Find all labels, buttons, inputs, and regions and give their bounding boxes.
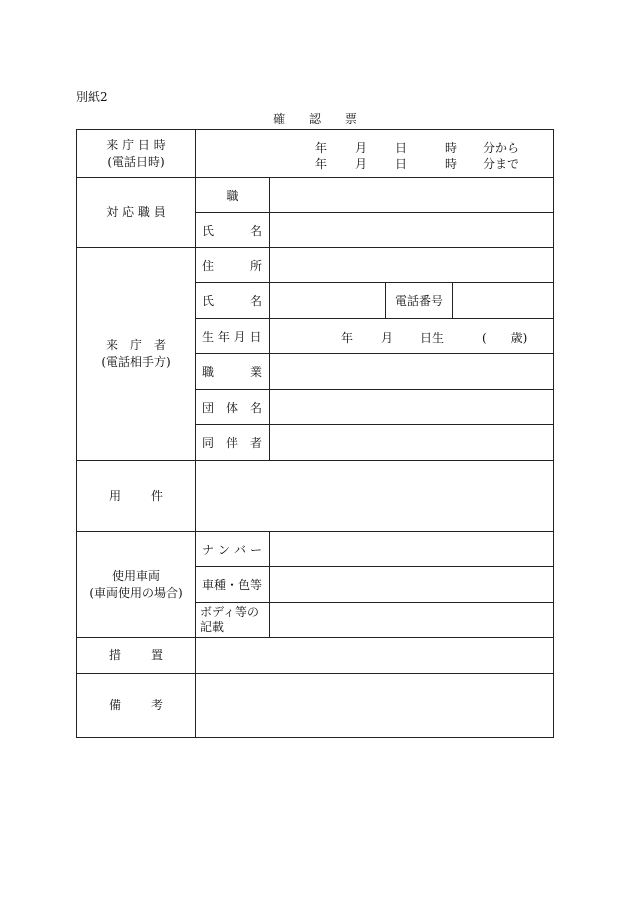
visitor-phone-label: 電話番号 — [386, 283, 453, 319]
confirmation-form-table — [76, 129, 554, 738]
visit-end-minute: 分まで — [483, 157, 520, 171]
vehicle-type-field[interactable] — [270, 567, 554, 603]
staff-position-field[interactable] — [270, 178, 554, 213]
visit-start-month: 月 — [355, 141, 368, 155]
visitor-address-label: 住 所 — [196, 248, 270, 283]
staff-label: 対 応 職 員 — [77, 178, 196, 248]
visitor-name-field[interactable] — [270, 283, 386, 319]
visit-start-row — [196, 139, 553, 153]
staff-position-label: 職 — [196, 178, 270, 213]
visit-start-hour: 時 — [445, 141, 458, 155]
visit-end-year: 年 — [315, 157, 328, 171]
visitor-occupation-label: 職 業 — [196, 354, 270, 390]
remarks-field[interactable] — [196, 674, 554, 738]
remarks-label: 備 考 — [77, 674, 196, 738]
visitor-birth-field[interactable] — [270, 319, 554, 354]
visitor-address-row — [77, 248, 554, 283]
purpose-field[interactable] — [196, 461, 554, 532]
visitor-companion-field[interactable] — [270, 425, 554, 461]
visitor-organization-field[interactable] — [270, 390, 554, 425]
measures-label: 措 置 — [77, 638, 196, 674]
appendix-label: 別紙2 — [76, 90, 108, 104]
measures-row — [77, 638, 554, 674]
visitor-label-line2: (電話相手方) — [101, 355, 171, 369]
visit-end-hour: 時 — [445, 157, 458, 171]
remarks-row — [77, 674, 554, 738]
visit-datetime-row — [77, 130, 554, 178]
staff-name-field[interactable] — [270, 213, 554, 248]
vehicle-label — [77, 532, 196, 638]
visit-start-day: 日 — [395, 141, 408, 155]
visit-start-year: 年 — [315, 141, 328, 155]
vehicle-type-label: 車種・色等 — [196, 567, 270, 603]
title-char: 票 — [344, 112, 357, 126]
visitor-name-label: 氏 名 — [196, 283, 270, 319]
visitor-birth-label: 生 年 月 日 — [196, 319, 270, 354]
visit-datetime-field[interactable] — [196, 130, 554, 178]
visitor-label — [77, 248, 196, 461]
vehicle-body-field[interactable] — [270, 603, 554, 638]
visit-datetime-label-line2: (電話日時) — [107, 154, 165, 169]
visitor-label-line1: 来 庁 者 — [105, 338, 166, 352]
visit-datetime-label — [77, 130, 196, 178]
visitor-phone-field[interactable] — [453, 283, 554, 319]
vehicle-label-line2: (車両使用の場合) — [89, 585, 183, 600]
visitor-organization-label: 団 体 名 — [196, 390, 270, 425]
visit-end-month: 月 — [355, 157, 368, 171]
birth-day: 日生 — [420, 331, 445, 345]
purpose-row — [77, 461, 554, 532]
vehicle-label-line1: 使用車両 — [111, 568, 160, 583]
vehicle-body-label: ボディ等の 記載 — [196, 603, 270, 638]
birth-year: 年 — [341, 331, 354, 345]
measures-field[interactable] — [196, 638, 554, 674]
birth-age: ( 歳) — [482, 331, 528, 345]
purpose-label: 用 件 — [77, 461, 196, 532]
visit-end-row — [196, 155, 553, 169]
vehicle-number-field[interactable] — [270, 532, 554, 567]
staff-position-row — [77, 178, 554, 213]
birth-month: 月 — [381, 331, 394, 345]
visit-end-day: 日 — [395, 157, 408, 171]
visitor-address-field[interactable] — [270, 248, 554, 283]
vehicle-number-label: ナ ン バ ー — [196, 532, 270, 567]
visit-datetime-label-line1: 来 庁 日 時 — [106, 137, 166, 152]
staff-name-label: 氏 名 — [196, 213, 270, 248]
visitor-companion-label: 同 伴 者 — [196, 425, 270, 461]
vehicle-number-row — [77, 532, 554, 567]
visitor-occupation-field[interactable] — [270, 354, 554, 390]
visit-start-minute: 分から — [483, 141, 520, 155]
title-char: 認 — [308, 112, 321, 126]
title-char: 確 — [273, 112, 286, 126]
form-title — [0, 110, 630, 127]
